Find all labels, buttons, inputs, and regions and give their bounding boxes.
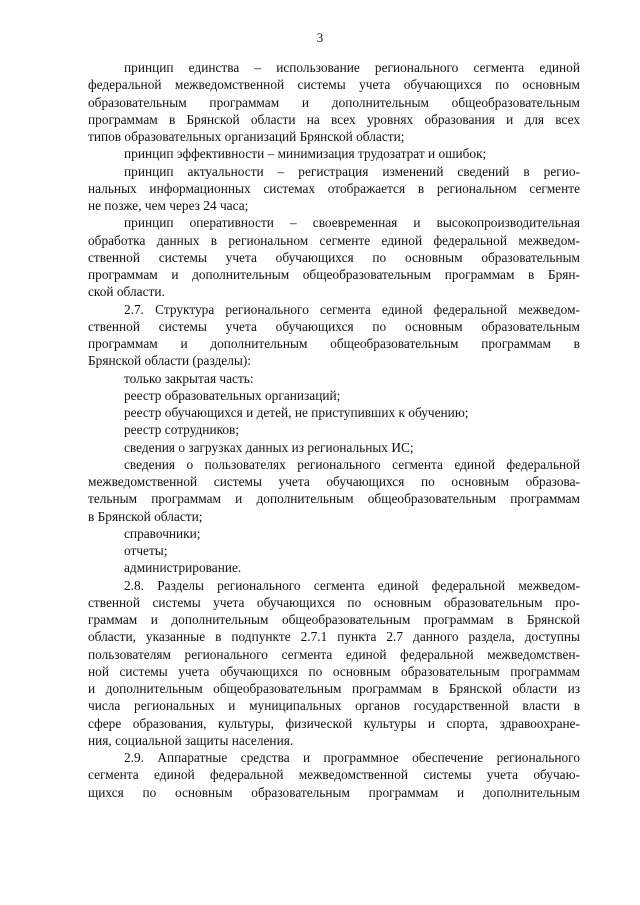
text-line: тельным программам и дополнительным общеобразовательным программам <box>88 491 580 507</box>
text-line: области, указанные в подпункте 2.7.1 пункта 2.7 данного раздела, доступны <box>88 629 580 645</box>
text-line: администрирование. <box>124 560 242 576</box>
text-line: программам в Брянской области на всех уровнях образования и для всех <box>88 111 580 127</box>
text-line: федеральной межведомственной системы учета обучающихся по основным <box>88 77 580 93</box>
text-line: Брянской области (разделы): <box>88 353 251 369</box>
page-number: 3 <box>316 30 324 45</box>
document-body <box>88 59 580 801</box>
text-line: принцип актуальности – регистрация изменений сведений в регио- <box>124 163 580 179</box>
text-line: сфере образования, культуры, физической культуры и спорта, здравоохране- <box>88 715 580 731</box>
text-line: ственной системы учета обучающихся по основным образовательным про- <box>88 594 580 610</box>
text-line: ской области. <box>88 284 165 300</box>
text-line: ственной системы учета обучающихся по основным образовательным <box>88 249 580 265</box>
text-line: отчеты; <box>124 543 168 558</box>
text-line: 2.9. Аппаратные средства и программное обеспечение регионального <box>124 750 580 765</box>
text-line: типов образовательных организаций Брянской области; <box>88 129 405 144</box>
text-line: в Брянской области; <box>88 508 203 524</box>
text-line: граммам и дополнительным общеобразовательным программам в Брянской <box>88 612 580 627</box>
text-line: образовательным программам и дополнительным общеобразовательным <box>88 94 580 110</box>
text-line: межведомственной системы учета обучающихся по основным образова- <box>88 474 580 489</box>
text-line: 2.8. Разделы регионального сегмента единой федеральной межведом- <box>124 577 580 593</box>
text-line: 2.7. Структура регионального сегмента единой федеральной межведом- <box>124 301 580 317</box>
text-line: программам и дополнительным общеобразовательным программам в Брян- <box>88 267 580 282</box>
text-line: реестр образовательных организаций; <box>124 387 341 403</box>
text-line: реестр обучающихся и детей, не приступивших к обучению; <box>124 405 469 420</box>
text-line: щихся по основным образовательным программам и дополнительным <box>88 784 580 800</box>
text-line: и дополнительным общеобразовательным программам в Брянской области из <box>88 681 580 696</box>
text-line: справочники; <box>124 525 201 541</box>
text-line: ственной системы учета обучающихся по основным образовательным <box>88 318 580 334</box>
text-line: сегмента единой федеральной межведомственной системы учета обучаю- <box>88 767 580 783</box>
text-line: обработка данных в региональном сегменте единой федеральной межведом- <box>88 232 580 248</box>
text-line: реестр сотрудников; <box>124 422 240 438</box>
text-line: ной системы учета обучающихся по основным образовательным программам <box>88 663 580 679</box>
text-line: нальных информационных системах отображается в региональном сегменте <box>88 180 580 196</box>
text-line: пользователям регионального сегмента единой федеральной межведомствен- <box>88 646 580 662</box>
text-line: принцип оперативности – своевременная и высокопроизводительная <box>124 215 580 231</box>
text-line: числа региональных и муниципальных органов государственной власти в <box>88 698 580 714</box>
text-line: ния, социальной защиты населения. <box>88 732 294 748</box>
text-line: программам и дополнительным общеобразовательным программам в <box>88 336 580 351</box>
text-line: только закрытая часть: <box>124 370 254 386</box>
text-line: принцип эффективности – минимизация трудозатрат и ошибок; <box>124 146 487 162</box>
text-line: не позже, чем через 24 часа; <box>88 198 249 213</box>
text-line: принцип единства – использование регионального сегмента единой <box>124 60 580 75</box>
text-line: сведения о пользователях регионального сегмента единой федеральной <box>124 456 580 472</box>
text-line: сведения о загрузках данных из региональных ИС; <box>124 439 414 455</box>
